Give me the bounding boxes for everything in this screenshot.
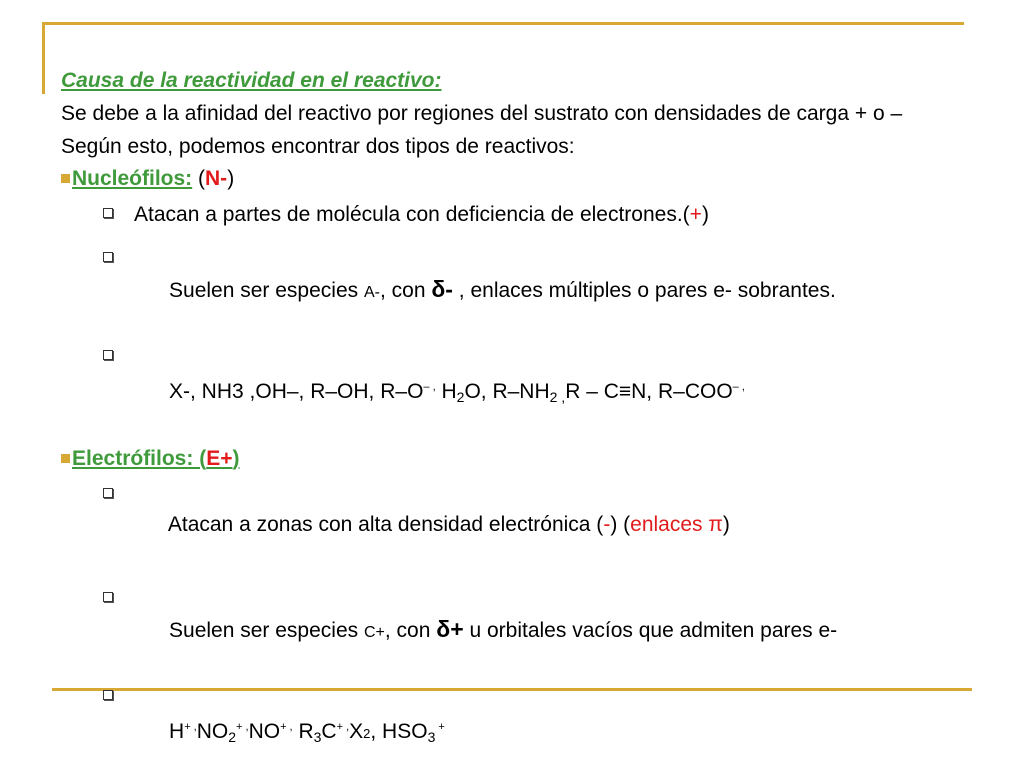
superscript: + xyxy=(435,721,445,733)
paren-close: ) xyxy=(227,167,235,190)
subscript: 2 , xyxy=(549,389,566,405)
subscript: 3 xyxy=(313,729,322,745)
item-text: u orbitales vacíos que admiten pares e- xyxy=(463,619,838,642)
paren-open: ( xyxy=(192,167,206,190)
checkbox-bullet-icon xyxy=(103,592,113,602)
subscript: 2 xyxy=(228,729,237,745)
item-text: Atacan a zonas con alta densidad electrónica ( xyxy=(167,513,604,536)
example-text: H xyxy=(435,380,457,403)
example-text: X-, NH3 ,OH–, R–OH, R–O xyxy=(169,380,424,403)
nucleofilos-item-2 xyxy=(61,244,961,338)
example-text: C xyxy=(321,720,337,743)
item-text: Suelen ser especies xyxy=(169,619,364,642)
example-text: R xyxy=(292,720,314,743)
item-text: Suelen ser especies xyxy=(169,279,364,302)
minus-sign: - xyxy=(603,513,611,536)
item-text: , con xyxy=(384,619,437,642)
intro-paragraph-1: Se debe a la afinidad del reactivo por regiones del sustrato con densidades de carga + o – xyxy=(61,102,903,125)
superscript: + , xyxy=(280,721,293,733)
intro-paragraph-2: Según esto, podemos encontrar dos tipos de reactivos: xyxy=(61,135,575,158)
nucleofilo-symbol: N- xyxy=(205,167,228,190)
example-text: O, R–NH xyxy=(464,380,550,403)
example-text: NO xyxy=(196,720,229,743)
nucleofilos-examples xyxy=(61,342,961,442)
electrofilos-paren-close: ) xyxy=(232,447,240,470)
item-text: Atacan a partes de molécula con deficiencia de electrones.( xyxy=(134,203,690,226)
item-text-end: ) xyxy=(701,203,709,226)
electrofilos-label: Electrófilos: ( xyxy=(72,447,207,470)
square-bullet-icon xyxy=(61,454,70,463)
electrofilos-item-1 xyxy=(61,480,961,570)
electrofilo-symbol: E+ xyxy=(206,447,233,470)
example-text: , HSO xyxy=(370,720,428,743)
example-text: NO xyxy=(248,720,281,743)
checkbox-bullet-icon xyxy=(103,350,113,360)
checkbox-bullet-icon xyxy=(103,252,113,262)
example-text: H xyxy=(169,720,185,743)
nucleofilos-heading xyxy=(61,164,961,194)
plus-sign: + xyxy=(689,203,702,226)
superscript: – , xyxy=(732,381,745,393)
example-text: X xyxy=(349,720,364,743)
frame-top-line xyxy=(42,22,964,25)
slide-heading: Causa de la reactividad en el reactivo: xyxy=(61,69,442,92)
frame-left-line xyxy=(42,22,45,94)
delta-minus-symbol: δ- xyxy=(431,276,453,302)
electrofilos-item-2 xyxy=(61,584,961,678)
electrofilos-examples xyxy=(61,682,961,782)
nucleofilos-item-1 xyxy=(61,200,961,230)
checkbox-bullet-icon xyxy=(103,690,113,700)
species-c-plus: C+ xyxy=(363,624,385,641)
item-text: , enlaces múltiples o pares e- sobrantes. xyxy=(452,279,836,302)
superscript: – , xyxy=(423,381,436,393)
item-text: , con xyxy=(379,279,432,302)
item-text: ) xyxy=(722,513,730,536)
superscript: + , xyxy=(336,721,350,733)
item-text: ) ( xyxy=(610,513,631,536)
checkbox-bullet-icon xyxy=(103,488,113,498)
example-text: R – C≡N, R–COO xyxy=(565,380,733,403)
delta-plus-symbol: δ+ xyxy=(436,616,464,642)
checkbox-bullet-icon xyxy=(103,208,113,218)
superscript: + , xyxy=(184,721,197,733)
subscript: 2 xyxy=(363,726,371,741)
subscript: 3 xyxy=(427,729,436,745)
subscript: 2 xyxy=(456,389,465,405)
superscript: + , xyxy=(236,721,249,733)
nucleofilos-label: Nucleófilos: xyxy=(72,167,193,190)
square-bullet-icon xyxy=(61,174,70,183)
slide-content xyxy=(61,66,961,782)
enlaces-pi: enlaces π xyxy=(630,513,723,536)
electrofilos-heading xyxy=(61,444,961,474)
species-a-minus: A- xyxy=(363,284,380,301)
